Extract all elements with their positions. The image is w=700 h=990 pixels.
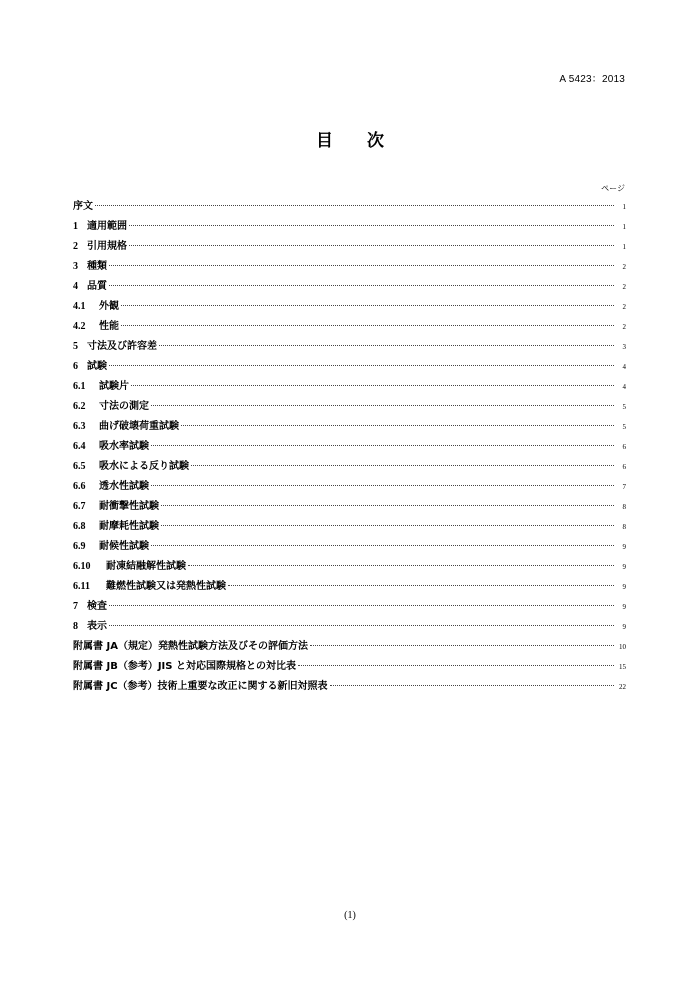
toc-entry[interactable] (73, 377, 626, 397)
toc-entry-page: 6 (622, 443, 626, 451)
toc-entry-title: 種類 (87, 261, 107, 272)
toc-entry[interactable] (73, 497, 626, 517)
toc-entry-title: 曲げ破壊荷重試験 (99, 421, 179, 432)
dot-leader (109, 605, 614, 606)
toc-entry-page: 2 (622, 303, 626, 311)
toc-entry-number: 6.6 (73, 481, 86, 492)
toc-entry[interactable] (73, 417, 626, 437)
toc-entry-number: 8 (73, 621, 78, 632)
toc-entry[interactable] (73, 337, 626, 357)
dot-leader (95, 205, 614, 206)
toc-entry[interactable] (73, 237, 626, 257)
toc-entry[interactable] (73, 597, 626, 617)
toc-entry-number: 6.7 (73, 501, 86, 512)
toc-entry[interactable] (73, 517, 626, 537)
page-column-label: ページ (601, 184, 625, 193)
toc-entry-title: 寸法の測定 (99, 401, 149, 412)
toc-entry-title: 附属書 JA（規定）発熱性試験方法及びその評価方法 (73, 641, 308, 652)
toc-entry-title: 耐凍結融解性試験 (106, 561, 186, 572)
dot-leader (129, 245, 614, 246)
toc-entry-title: 試験片 (99, 381, 129, 392)
toc-entry-page: 6 (622, 463, 626, 471)
toc-entry-number: 6.2 (73, 401, 86, 412)
dot-leader (109, 625, 614, 626)
dot-leader (151, 545, 614, 546)
toc-entry-title: 序文 (73, 201, 93, 212)
toc-entry-page: 5 (622, 403, 626, 411)
toc-entry[interactable] (73, 277, 626, 297)
toc-entry-title: 外観 (99, 301, 119, 312)
toc-entry[interactable] (73, 477, 626, 497)
toc-entry[interactable] (73, 217, 626, 237)
dot-leader (191, 465, 614, 466)
toc-entry-page: 9 (622, 603, 626, 611)
toc-entry-title: 耐候性試験 (99, 541, 149, 552)
toc-entry-title: 引用規格 (87, 241, 127, 252)
dot-leader (109, 265, 614, 266)
toc-entry-number: 4.2 (73, 321, 86, 332)
toc-entry-number: 6.9 (73, 541, 86, 552)
dot-leader (109, 365, 614, 366)
toc-entry-page: 10 (619, 643, 626, 651)
toc-entry[interactable] (73, 677, 626, 697)
toc-entry-page: 2 (622, 323, 626, 331)
toc-entry-title: 表示 (87, 621, 107, 632)
toc-entry-number: 7 (73, 601, 78, 612)
toc-entry-number: 5 (73, 341, 78, 352)
dot-leader (228, 585, 614, 586)
dot-leader (161, 505, 614, 506)
toc-entry-title: 性能 (99, 321, 119, 332)
dot-leader (188, 565, 614, 566)
toc-entry-number: 4 (73, 281, 78, 292)
toc-entry[interactable] (73, 357, 626, 377)
toc-entry-page: 9 (622, 543, 626, 551)
toc-entry-title: 附属書 JC（参考）技術上重要な改正に関する新旧対照表 (73, 681, 328, 692)
toc-entry-number: 6.8 (73, 521, 86, 532)
toc-entry-number: 1 (73, 221, 78, 232)
toc-entry[interactable] (73, 617, 626, 637)
toc-entry[interactable] (73, 397, 626, 417)
toc-entry[interactable] (73, 537, 626, 557)
dot-leader (151, 485, 614, 486)
toc-entry[interactable] (73, 657, 626, 677)
toc-entry-page: 22 (619, 683, 626, 691)
document-number: A 5423：2013 (559, 74, 625, 85)
toc-entry-number: 2 (73, 241, 78, 252)
toc-entry-page: 15 (619, 663, 626, 671)
toc-entry-title: 吸水率試験 (99, 441, 149, 452)
dot-leader (109, 285, 614, 286)
dot-leader (310, 645, 614, 646)
toc-entry[interactable] (73, 557, 626, 577)
toc-entry-page: 9 (622, 583, 626, 591)
toc-entry-title: 耐摩耗性試験 (99, 521, 159, 532)
toc-entry-page: 5 (622, 423, 626, 431)
dot-leader (121, 325, 614, 326)
toc-entry-title: 試験 (87, 361, 107, 372)
toc-entry-page: 9 (622, 623, 626, 631)
toc-entry-number: 6.4 (73, 441, 86, 452)
dot-leader (298, 665, 614, 666)
page-title: 目 次 (316, 131, 398, 151)
toc-entry-number: 6.1 (73, 381, 86, 392)
toc-entry-page: 4 (622, 363, 626, 371)
dot-leader (159, 345, 614, 346)
toc-entry[interactable] (73, 577, 626, 597)
dot-leader (129, 225, 614, 226)
toc-entry[interactable] (73, 437, 626, 457)
toc-entry-page: 7 (622, 483, 626, 491)
toc-entry-page: 3 (622, 343, 626, 351)
dot-leader (121, 305, 614, 306)
toc-entry-number: 6.5 (73, 461, 86, 472)
toc-entry-title: 検査 (87, 601, 107, 612)
toc-entry-number: 6 (73, 361, 78, 372)
toc-entry-title: 耐衝撃性試験 (99, 501, 159, 512)
toc-entry-title: 吸水による反り試験 (99, 461, 189, 472)
toc-entry-page: 8 (622, 503, 626, 511)
toc-entry[interactable] (73, 297, 626, 317)
toc-entry-page: 4 (622, 383, 626, 391)
dot-leader (181, 425, 614, 426)
table-of-contents (73, 197, 626, 697)
toc-entry-page: 2 (622, 263, 626, 271)
toc-entry-page: 9 (622, 563, 626, 571)
dot-leader (151, 405, 614, 406)
toc-entry-number: 6.10 (73, 561, 91, 572)
toc-entry[interactable] (73, 317, 626, 337)
toc-entry-page: 1 (622, 223, 626, 231)
toc-entry-title: 難燃性試験又は発熱性試験 (106, 581, 226, 592)
toc-entry[interactable] (73, 197, 626, 217)
dot-leader (131, 385, 614, 386)
dot-leader (161, 525, 614, 526)
dot-leader (151, 445, 614, 446)
dot-leader (330, 685, 614, 686)
toc-entry-title: 透水性試験 (99, 481, 149, 492)
toc-entry-page: 8 (622, 523, 626, 531)
toc-entry-number: 6.11 (73, 581, 90, 592)
toc-entry-title: 品質 (87, 281, 107, 292)
toc-entry-title: 適用範囲 (87, 221, 127, 232)
page-number: (1) (344, 910, 356, 921)
toc-entry-page: 2 (622, 283, 626, 291)
toc-entry-title: 附属書 JB（参考）JIS と対応国際規格との対比表 (73, 661, 296, 672)
toc-entry-number: 4.1 (73, 301, 86, 312)
toc-entry-number: 3 (73, 261, 78, 272)
toc-entry[interactable] (73, 637, 626, 657)
toc-entry-title: 寸法及び許容差 (87, 341, 157, 352)
toc-entry-page: 1 (622, 203, 626, 211)
toc-entry[interactable] (73, 257, 626, 277)
toc-entry-number: 6.3 (73, 421, 86, 432)
toc-entry[interactable] (73, 457, 626, 477)
toc-entry-page: 1 (622, 243, 626, 251)
